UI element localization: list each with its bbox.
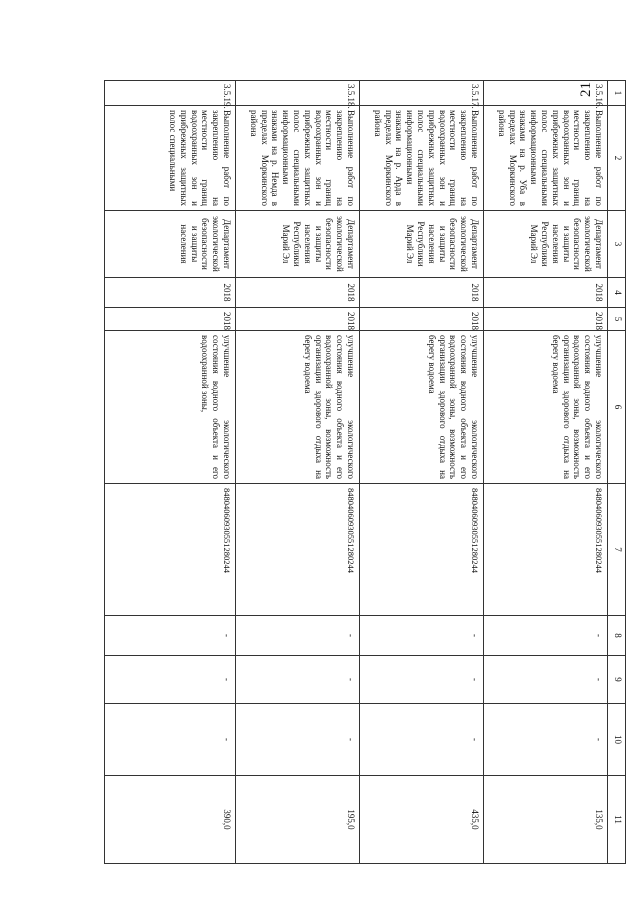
expected-result: улучшение экологического состояния водного объекта и его водоохранной зоны, возможность организации здорового отдыха на берегу водоема [484,331,608,484]
item-number: 3.5.19. [105,81,236,106]
column-header: 3 [608,211,626,278]
expected-result: улучшение экологического состояния водного объекта и его водоохранной зоны, [105,331,236,484]
value-col-10: - [360,704,484,776]
value-col-9: - [484,656,608,704]
column-header: 10 [608,704,626,776]
year-end: 2018 [484,308,608,331]
item-number: 3.5.17. [360,81,484,106]
column-header: 7 [608,484,626,616]
year-end: 2018 [236,308,360,331]
value-col-11: 435,0 [360,776,484,864]
table-row [105,81,236,864]
column-header: 9 [608,656,626,704]
work-description: Выполнение работ по закреплению на местности границ водоохранных зон и прибрежных защитных полос специальными информационными знаками на р. Немда в пределах Моркинского района [236,106,360,211]
value-col-11: 195,0 [236,776,360,864]
year-start: 2018 [105,278,236,308]
column-header: 4 [608,278,626,308]
page-number: 21 [577,81,594,97]
column-header: 5 [608,308,626,331]
value-col-8: - [105,616,236,656]
value-col-11: 390,0 [105,776,236,864]
table-row [236,81,360,864]
column-number-row [608,81,626,864]
value-col-9: - [236,656,360,704]
value-col-10: - [105,704,236,776]
work-description: Выполнение работ по закреплению на местности границ водоохранных зон и прибрежных защитных полос специальными [105,106,236,211]
budget-code: 84804060930551280244 [105,484,236,616]
budget-code: 84804060930551280244 [236,484,360,616]
year-end: 2018 [105,308,236,331]
year-end: 2018 [360,308,484,331]
table-row [484,81,608,864]
executor: Департамент экологической безопасности и защиты населения Республики Марий Эл [360,211,484,278]
budget-code: 84804060930551280244 [360,484,484,616]
program-table [95,80,626,863]
column-header: 2 [608,106,626,211]
value-col-8: - [236,616,360,656]
column-header: 11 [608,776,626,864]
value-col-10: - [236,704,360,776]
value-col-11: 135,0 [484,776,608,864]
value-col-10: - [484,704,608,776]
column-header: 8 [608,616,626,656]
work-description: Выполнение работ по закреплению на местности границ водоохранных зон и прибрежных защитных полос специальными информационными знаками на р. Уба в пределах Моркинского района [484,106,608,211]
column-header: 1 [608,81,626,106]
item-number: 3.5.18. [236,81,360,106]
item-number: 3.5.16. [484,81,608,106]
value-col-8: - [484,616,608,656]
value-col-9: - [105,656,236,704]
year-start: 2018 [484,278,608,308]
expected-result: улучшение экологического состояния водного объекта и его водоохранной зоны, возможность организации здорового отдыха на берегу водоема [236,331,360,484]
value-col-9: - [360,656,484,704]
table-row [360,81,484,864]
year-start: 2018 [360,278,484,308]
work-description: Выполнение работ по закреплению на местности границ водоохранных зон и прибрежных защитных полос специальными информационными знаками на р. Арда в пределах Моркинского района [360,106,484,211]
column-header: 6 [608,331,626,484]
value-col-8: - [360,616,484,656]
executor: Департамент экологической безопасности и защиты населения Республики Марий Эл [236,211,360,278]
measures-table [104,80,626,864]
expected-result: улучшение экологического состояния водного объекта и его водоохранной зоны, возможность организации здорового отдыха на берегу водоема [360,331,484,484]
executor: Департамент экологической безопасности и защиты населения [105,211,236,278]
year-start: 2018 [236,278,360,308]
executor: Департамент экологической безопасности и защиты населения Республики Марий Эл [484,211,608,278]
budget-code: 84804060930551280244 [484,484,608,616]
